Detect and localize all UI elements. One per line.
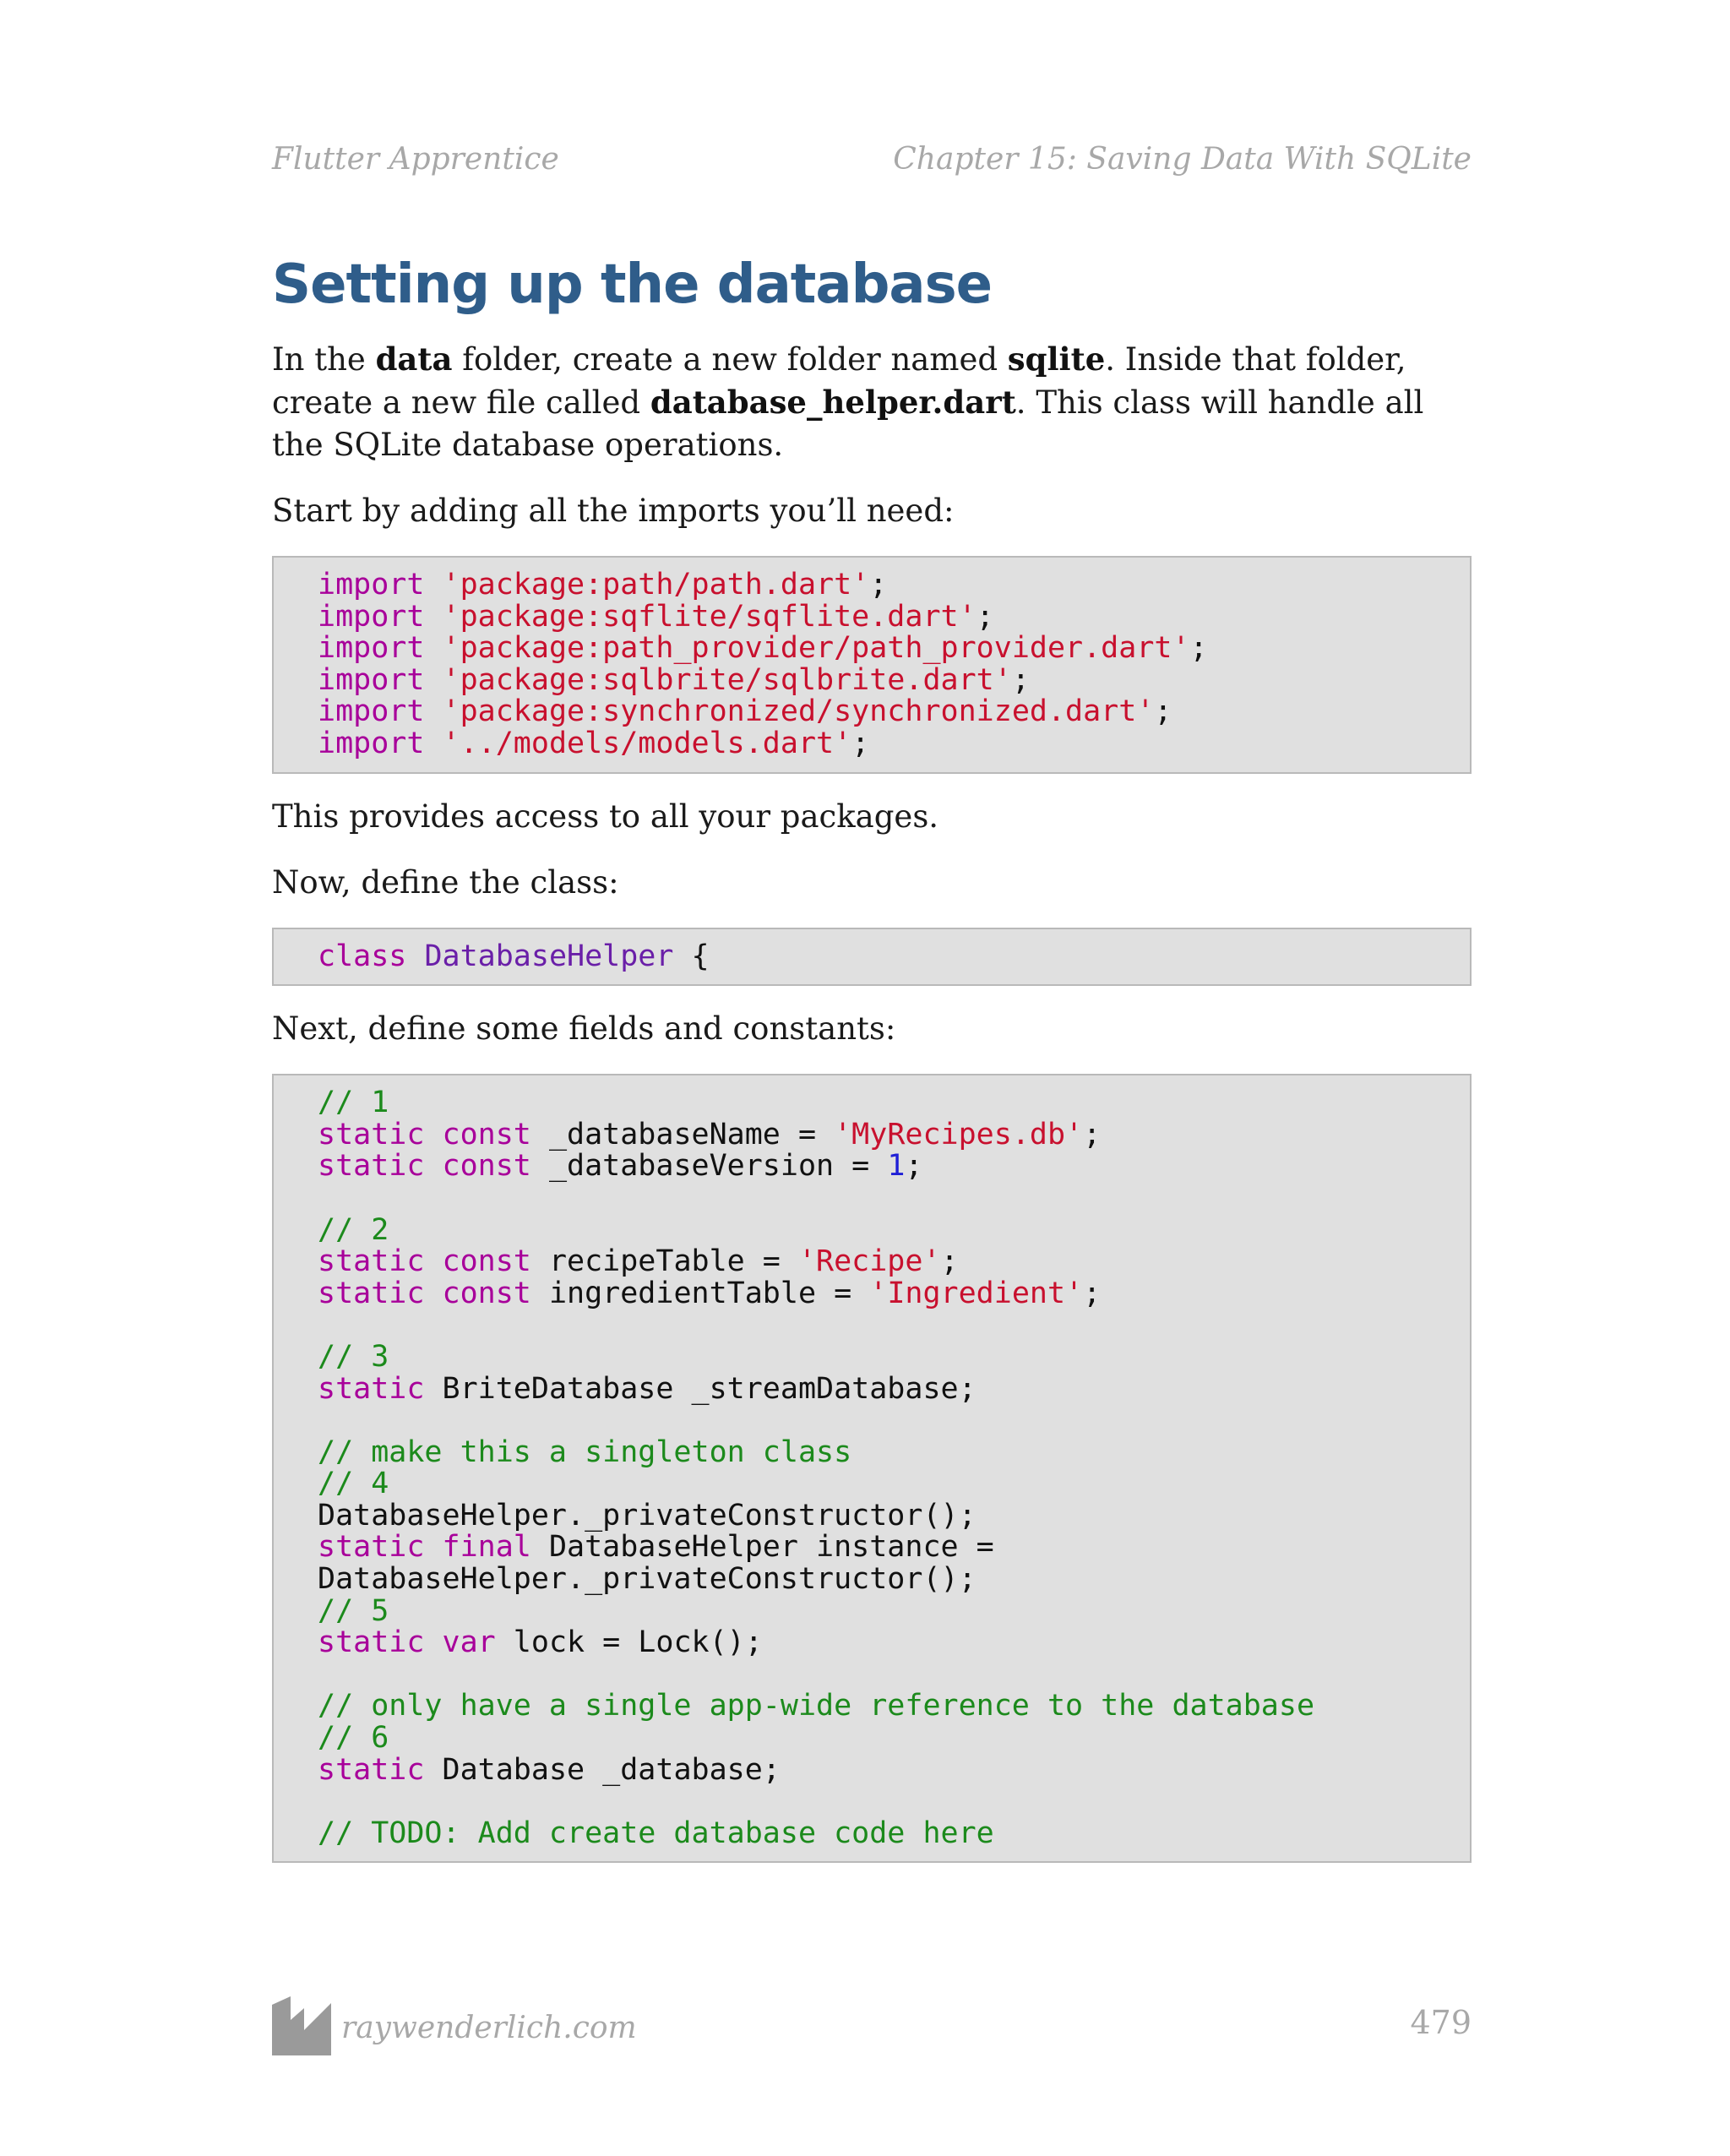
footer-site-name: raywenderlich.com [341,2011,637,2045]
intro-text-2: folder, create a new folder named [452,341,1008,378]
code-line: import 'package:sqlbrite/sqlbrite.dart'; [318,662,1030,697]
code-line: // only have a single app-wide reference to the database [318,1689,1315,1723]
raywenderlich-logo-icon [272,1996,331,2055]
code-line: static const recipeTable = 'Recipe'; [318,1244,959,1279]
code-line: DatabaseHelper._privateConstructor(); [318,1562,977,1597]
code-blank-line [318,1659,1470,1691]
imports-lead: Start by adding all the imports you’ll need: [272,493,955,529]
chapter-title: Chapter 15: Saving Data With SQLite [893,142,1472,177]
page-number: 479 [1410,2004,1472,2041]
code-blank-line [318,1309,1470,1342]
code-line: import 'package:path_provider/path_provider.dart'; [318,631,1208,666]
code-line: // 1 [318,1086,389,1120]
code-line: static const _databaseName = 'MyRecipes.db'; [318,1117,1102,1152]
code-blank-line [318,1183,1470,1215]
class-code-block [272,928,1472,987]
code-line: import 'package:sqflite/sqflite.dart'; [318,599,994,634]
code-line: import '../models/models.dart'; [318,726,870,760]
intro-text-4: . This class will handle all the SQLite database operations. [272,384,1424,463]
code-line: class DatabaseHelper { [318,939,710,973]
intro-text-1: In the [272,341,376,378]
intro-text-3: . Inside that folder, create a new file called [272,341,1406,421]
code-line: // TODO: Add create database code here [318,1816,994,1850]
class-lead: Now, define the class: [272,863,619,901]
imports-code-block [272,556,1472,774]
code-line: // make this a singleton class [318,1435,852,1469]
book-title: Flutter Apprentice [272,142,559,177]
code-line: DatabaseHelper._privateConstructor(); [318,1498,977,1533]
code-line: // 4 [318,1467,389,1501]
intro-paragraph [272,338,1472,466]
section-heading: Setting up the database [272,253,993,316]
code-line: import 'package:path/path.dart'; [318,568,888,602]
page-content [272,253,1472,1885]
intro-bold-filename: database_helper.dart [650,384,1016,421]
code-line: static Database _database; [318,1752,781,1787]
code-blank-line [318,1405,1470,1437]
intro-bold-data: data [375,340,453,378]
fields-lead: Next, define some fields and constants: [272,1010,896,1048]
intro-bold-sqlite: sqlite [1007,340,1106,378]
code-line: static BriteDatabase _streamDatabase; [318,1371,977,1406]
code-blank-line [318,1786,1470,1818]
code-line: import 'package:synchronized/synchronized.dart'; [318,694,1172,729]
code-line: // 2 [318,1212,389,1247]
code-line: static const ingredientTable = 'Ingredient'; [318,1276,1102,1310]
code-line: // 6 [318,1721,389,1756]
code-line: // 5 [318,1593,389,1628]
code-line: static const _databaseVersion = 1; [318,1149,923,1184]
fields-code-block [272,1074,1472,1863]
code-line: // 3 [318,1339,389,1374]
code-line: static var lock = Lock(); [318,1625,763,1660]
code-line: static final DatabaseHelper instance = [318,1530,994,1565]
imports-after: This provides access to all your packages. [272,798,939,835]
